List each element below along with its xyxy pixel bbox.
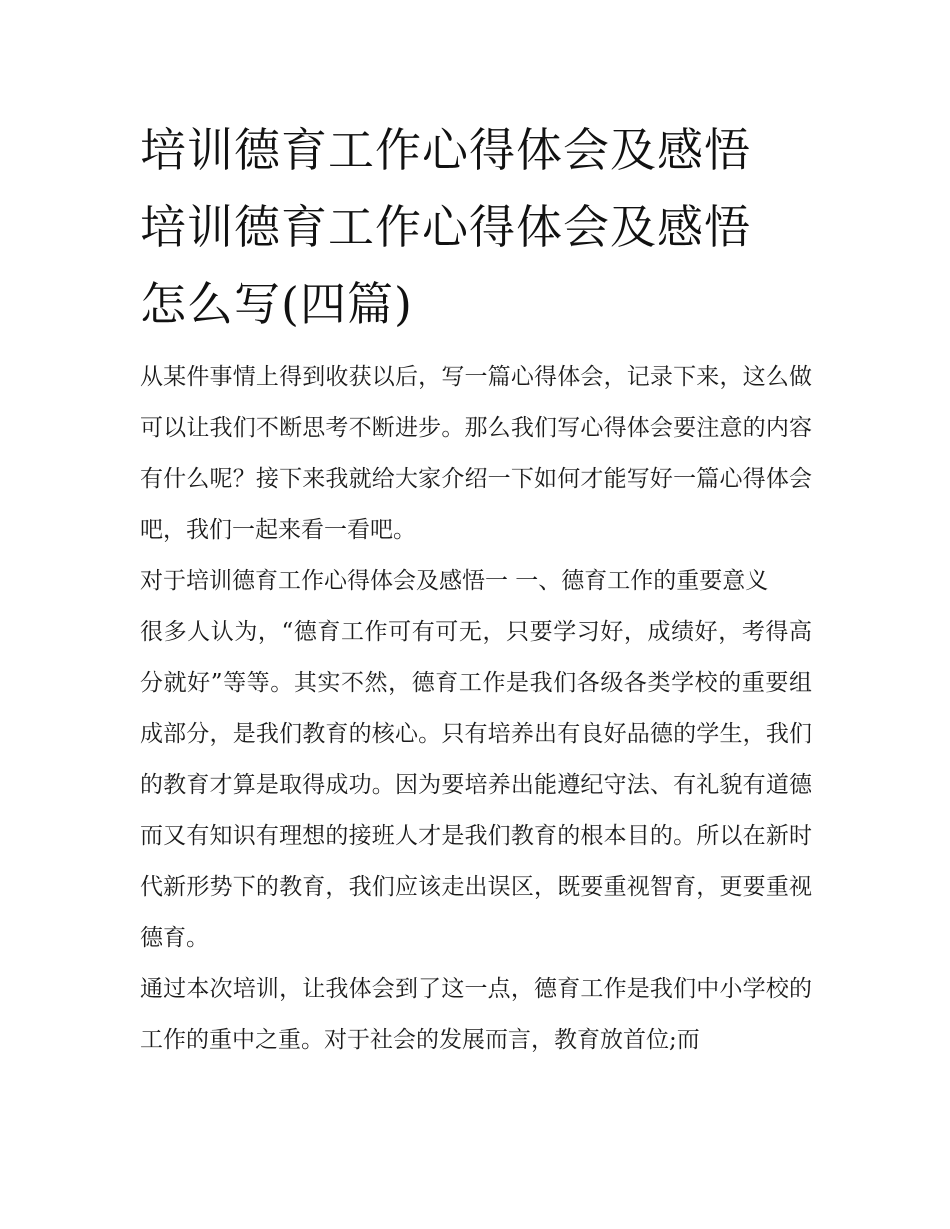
- body-paragraph: 很多人认为，“德育工作可有可无，只要学习好，成绩好，考得高分就好”等等。其实不然，德育工作是我们各级各类学校的重要组成部分，是我们教育的核心。只有培养出有良好品德的学生，我们的教育才算是取得成功。因为要培养出能遵纪守法、有礼貌有道德而又有知识有理想的接班人才是我们教育的根本目的。所以在新时代新形势下的教育，我们应该走出误区，既要重视智育，更要重视德育。: [140, 619, 812, 951]
- document-content: [140, 112, 812, 1066]
- intro-paragraph: 从某件事情上得到收获以后，写一篇心得体会，记录下来，这么做可以让我们不断思考不断进步。那么我们写心得体会要注意的内容有什么呢？接下来我就给大家介绍一下如何才能写好一篇心得体会吧，我们一起来看一看吧。: [140, 364, 812, 543]
- document-title: [140, 112, 812, 343]
- body-paragraph: 通过本次培训，让我体会到了这一点，德育工作是我们中小学校的工作的重中之重。对于社会的发展而言，教育放首位;而: [140, 976, 812, 1053]
- title-line-2: 培训德育工作心得体会及感悟: [140, 200, 751, 254]
- section-heading-paragraph: 对于培训德育工作心得体会及感悟一 一、德育工作的重要意义: [140, 568, 769, 594]
- title-line-3: 怎么写(四篇): [140, 277, 413, 331]
- title-line-1: 培训德育工作心得体会及感悟: [140, 123, 751, 177]
